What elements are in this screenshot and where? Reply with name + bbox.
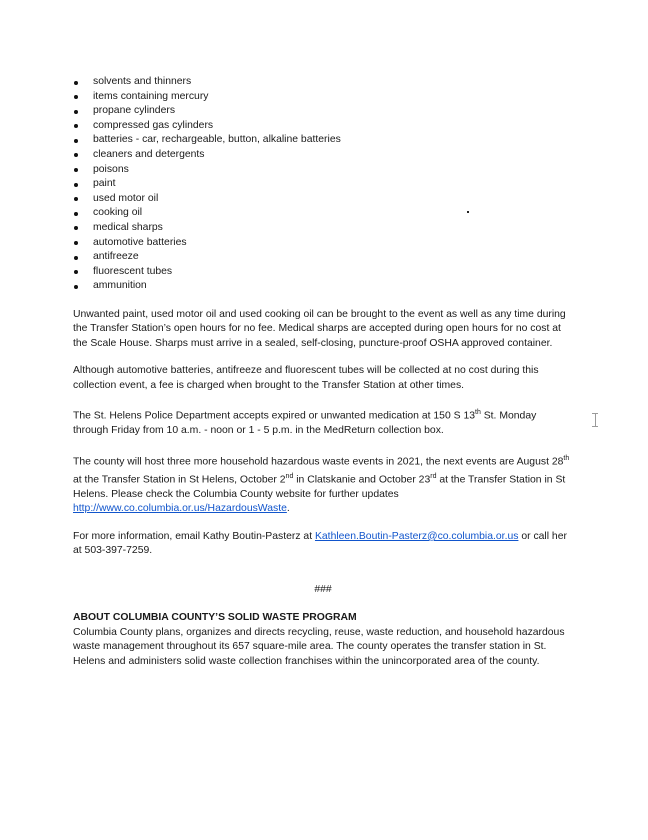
list-item-label: antifreeze — [93, 251, 139, 263]
paragraph-drop-off-info: Unwanted paint, used motor oil and used cooking oil can be brought to the event as well as any time during the Transfer Station’s open hours for no fee. Medical sharps are accepted during open hours for no cost at the Scale House. Sharps must arrive in a sealed, self-closing, puncture-proof OSHA approved container. — [73, 308, 566, 349]
events-text-b: at the Transfer Station in St Helens, October 2 — [73, 474, 286, 486]
list-item-label: poisons — [93, 163, 129, 175]
bullet-icon — [74, 153, 78, 157]
paragraph-medication — [73, 406, 573, 438]
list-item — [73, 236, 573, 251]
events-text-d: at the Transfer Station in St Helens. Please check the Columbia County website for further updates — [73, 474, 566, 500]
bullet-icon — [74, 168, 78, 172]
events-text-e: . — [286, 503, 290, 515]
list-item-label: propane cylinders — [93, 105, 176, 117]
email-link[interactable]: Kathleen.Boutin-Pasterz@co.columbia.or.us — [314, 530, 519, 542]
list-item — [73, 177, 573, 192]
bullet-icon — [74, 197, 78, 201]
list-item-label: used motor oil — [93, 192, 159, 204]
bullet-icon — [74, 95, 78, 99]
list-item — [73, 265, 573, 280]
list-item-label: cleaners and detergents — [93, 148, 205, 160]
paragraph-events — [73, 452, 573, 517]
events-sup-1: th — [563, 454, 570, 462]
list-item — [73, 75, 573, 90]
list-item — [73, 279, 573, 294]
events-sup-3: rd — [430, 472, 437, 480]
list-item-label: fluorescent tubes — [93, 265, 173, 277]
list-item — [73, 119, 573, 134]
list-item — [73, 104, 573, 119]
medication-text-b: St. Monday through Friday from 10 a.m. - noon or 1 - 5 p.m. in the MedReturn collection box. — [73, 410, 537, 437]
paragraph-fees: Although automotive batteries, antifreeze and fluorescent tubes will be collected at no cost during this collection event, a fee is charged when brought to the Transfer Station at other times. — [73, 365, 539, 391]
list-item — [73, 250, 573, 265]
list-item-label: batteries - car, rechargeable, button, alkaline batteries — [93, 134, 341, 146]
list-item — [73, 206, 573, 221]
bullet-icon — [74, 241, 78, 245]
bullet-icon — [74, 124, 78, 128]
paragraph-contact — [73, 530, 573, 559]
list-item-label: ammunition — [93, 280, 147, 292]
list-item — [73, 133, 573, 148]
list-item-label: automotive batteries — [93, 236, 187, 248]
bullet-icon — [74, 256, 78, 260]
contact-text-a: For more information, email Kathy Boutin-Pasterz at — [73, 530, 315, 542]
text-cursor-icon — [592, 413, 598, 427]
section-separator: ### — [314, 583, 332, 595]
about-body: Columbia County plans, organizes and directs recycling, reuse, waste reduction, and household hazardous waste management throughout its 657 square-mile area. The county operates the transfer station in St. Helens and administers solid waste collection franchises within the unincorporated area of the county. — [73, 626, 565, 667]
contact-text-b: or call her at 503-397-7259. — [73, 530, 567, 557]
hazardous-waste-link[interactable]: http://www.co.columbia.or.us/HazardousWaste — [73, 503, 287, 515]
hazardous-items-list — [73, 75, 573, 294]
list-item-label: compressed gas cylinders — [93, 119, 214, 131]
medication-sup: th — [475, 409, 481, 417]
events-text-a: The county will host three more household hazardous waste events in 2021, the next events are August 28 — [73, 456, 564, 468]
document-body — [73, 75, 573, 669]
list-item-label: medical sharps — [93, 221, 163, 233]
events-text-c: in Clatskanie and October 23 — [293, 474, 431, 486]
about-heading: ABOUT COLUMBIA COUNTY’S SOLID WASTE PROGRAM — [73, 612, 357, 624]
bullet-icon — [74, 285, 78, 289]
bullet-icon — [74, 110, 78, 114]
medication-text-a: The St. Helens Police Department accepts expired or unwanted medication at 150 S 13 — [73, 410, 475, 422]
events-sup-2: nd — [285, 472, 294, 480]
list-item — [73, 221, 573, 236]
bullet-icon — [74, 139, 78, 143]
bullet-icon — [74, 183, 78, 187]
bullet-icon — [74, 212, 78, 216]
stray-dot-mark — [467, 211, 469, 213]
list-item-label: cooking oil — [93, 207, 143, 219]
list-item — [73, 148, 573, 163]
list-item-label: paint — [93, 178, 116, 190]
list-item-label: solvents and thinners — [93, 76, 192, 87]
list-item — [73, 163, 573, 178]
list-item — [73, 90, 573, 105]
bullet-icon — [74, 270, 78, 274]
list-item — [73, 192, 573, 207]
bullet-icon — [74, 81, 78, 85]
list-item-label: items containing mercury — [93, 90, 209, 102]
bullet-icon — [74, 226, 78, 230]
